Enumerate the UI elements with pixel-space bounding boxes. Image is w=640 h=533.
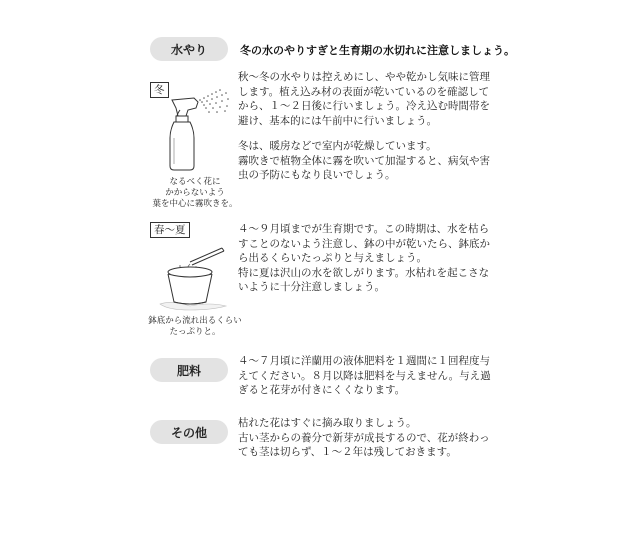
- summer-caption-line: たっぷりと。: [169, 327, 221, 337]
- text-line: すことのないよう注意し、鉢の中が乾いたら、鉢底か: [238, 237, 490, 250]
- winter-caption-line: かからないよう: [165, 188, 225, 198]
- text-line: ４〜９月頃までが生育期です。この時期は、水を枯ら: [238, 223, 490, 235]
- text-line: いように十分注意しましょう。: [238, 281, 385, 293]
- text-line: 古い茎からの養分で新芽が成長するので、花が終わっ: [238, 431, 490, 444]
- text-line: ら出るくらいたっぷりと与えましょう。: [238, 252, 427, 264]
- text-line: えてください。８月以降は肥料を与えません。与え過: [238, 369, 491, 382]
- text-line: ４〜７月頃に洋蘭用の液体肥料を１週間に１回程度与: [238, 355, 490, 367]
- watering-heading: 冬の水のやりすぎと生育期の水切れに注意しましょう。: [240, 44, 515, 57]
- text-line: 秋〜冬の水やりは控えめにし、やや乾かし気味に管理: [238, 71, 490, 83]
- summer-caption-line: 鉢底から流れ出るくらい: [148, 316, 242, 326]
- text-line: 冬は、暖房などで室内が乾燥しています。: [238, 140, 437, 152]
- spring-summer-caption: [140, 316, 250, 338]
- text-line: 枯れた花はすぐに摘み取りましょう。: [238, 417, 417, 429]
- text-line: 霧吹きで植物全体に霧を吹いて加湿すると、病気や害: [238, 154, 490, 167]
- watering-pill: 水やり: [150, 37, 228, 61]
- text-line: から、１〜２日後に行いましょう。冷え込む時間帯を: [238, 100, 490, 112]
- winter-label: 冬: [150, 82, 169, 98]
- text-line: ぎると花芽が付きにくくなります。: [238, 384, 406, 396]
- text-line: します。植え込み材の表面が乾いているのを確認して: [238, 85, 490, 98]
- fertilizer-paragraph: [238, 354, 491, 398]
- spring-summer-paragraph: [238, 222, 490, 295]
- winter-paragraph-2: [238, 139, 490, 183]
- text-line: ても茎は切らず、１〜２年は残しておきます。: [238, 446, 457, 458]
- watering-pot-icon: [152, 240, 240, 312]
- other-pill: その他: [150, 420, 228, 444]
- spring-summer-label: 春〜夏: [150, 222, 190, 238]
- winter-caption-line: 葉を中心に霧吹きを。: [152, 199, 238, 209]
- text-line: 避け、基本的には午前中に行いましょう。: [238, 114, 438, 127]
- text-line: 特に夏は沢山の水を欲しがります。水枯れを起こさな: [238, 266, 490, 279]
- text-line: 虫の予防にもなり良いでしょう。: [238, 169, 396, 181]
- winter-paragraph-1: [238, 70, 490, 128]
- other-paragraph: [238, 416, 490, 460]
- winter-caption: [150, 177, 240, 210]
- winter-caption-line: なるべく花に: [169, 177, 221, 187]
- spray-bottle-icon: [152, 86, 234, 174]
- fertilizer-pill: 肥料: [150, 358, 228, 382]
